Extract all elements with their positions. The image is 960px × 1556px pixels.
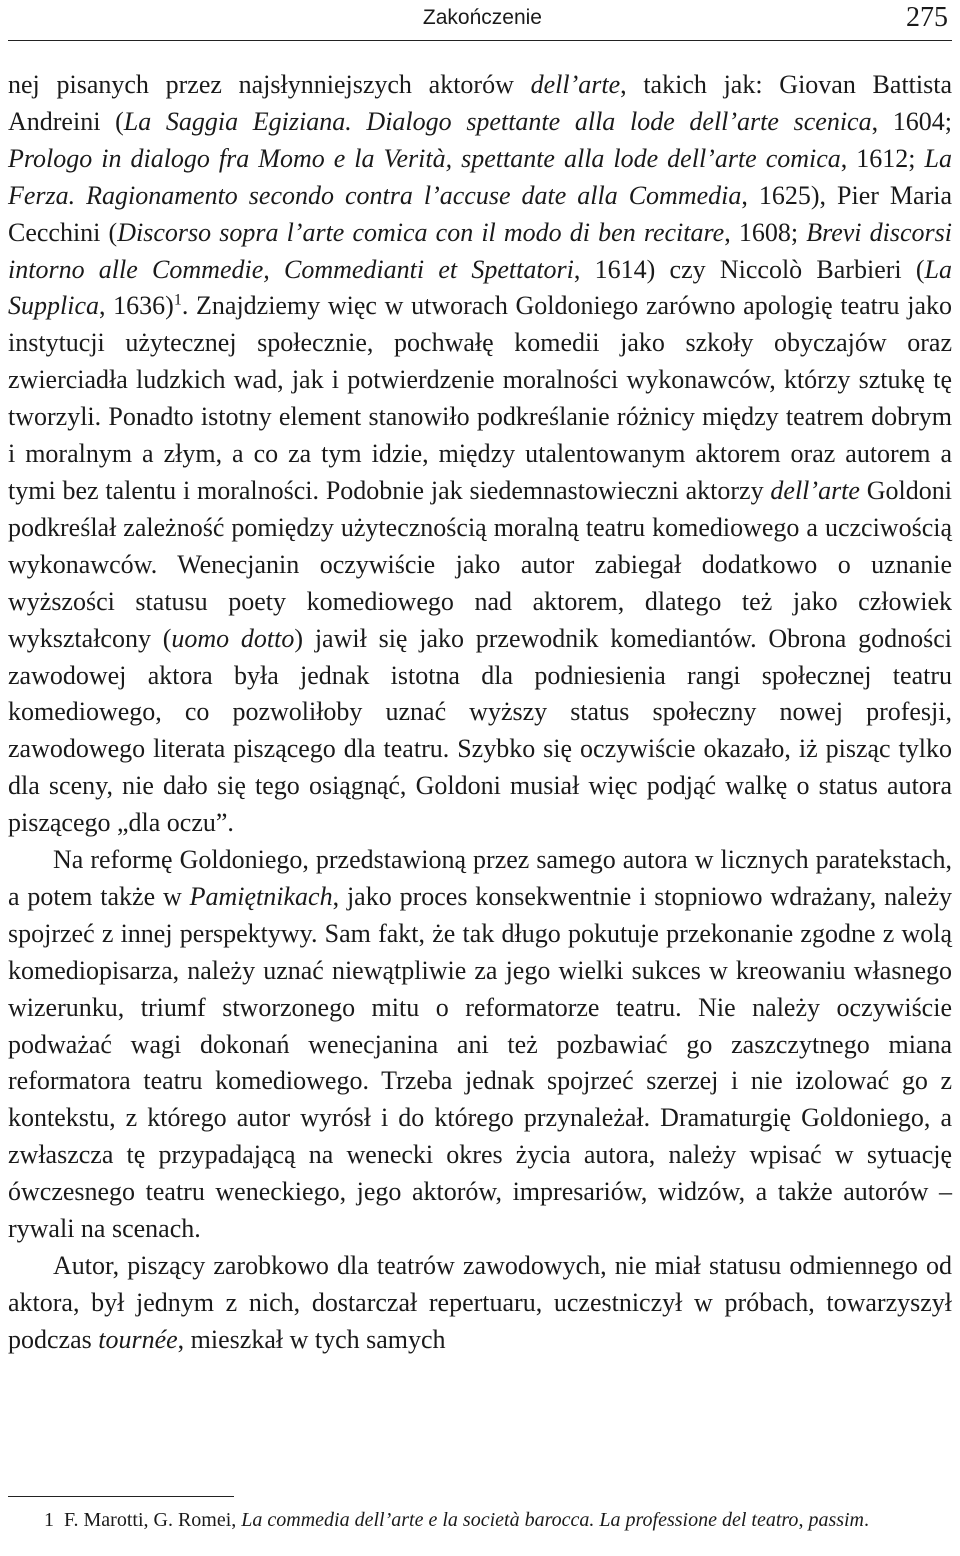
- italic-title: La commedia dell’arte e la società barocca. La professione del teatro: [241, 1509, 799, 1531]
- text-run: , 1614) czy Niccolò Barbieri (: [573, 254, 925, 284]
- italic-title: Discorso sopra l’arte comica con il modo di ben recitare: [117, 217, 725, 247]
- text-run: , jako proces konsekwentnie i stopniowo wdrażany, należy spojrzeć z innej perspektywy. Sam fakt, że tak długo pokutuje przekonanie zgodne z wolą komediopisarza, należy uznać niewątpliwie za jego wielki sukces w kreowaniu własnego wizerunku, triumf stworzonego mitu o reformatorze teatru. Nie należy oczywiście podważać wagi dokonań wenecjanina ani też pozbawiać go zaszczytnego miana reformatora teatru komediowego. Trzeba jednak spojrzeć szerzej i nie izolować go z kontekstu, z którego autor wyrósł i do którego przynależał. Dramaturgię Goldoniego, a zwłaszcza tę przypadającą na wenecki okres życia autora, należy wpisać w sytuację ówczesnego teatru weneckiego, jego aktorów, impresariów, widzów, a także autorów – rywali na scenach.: [8, 881, 953, 1244]
- italic-title: La Ferza. Ragionamento secondo contra l’accuse date alla Commedia: [8, 143, 952, 210]
- italic-title: Brevi discorsi intorno alle Commedie, Commedianti et Spettatori: [8, 217, 952, 284]
- italic-term: tournée: [98, 1324, 178, 1354]
- text-run: , 1625), Pier Maria Cecchini (: [8, 180, 952, 247]
- text-run: Goldoni podkreślał zależność pomiędzy użytecznością moralną teatru komediowego a uczciwością wykonawców. Wenecjanin oczywiście jako autor zabiegał dodatkowo o uznanie wyższości statusu poety komediowego nad aktorem, dlatego też jako człowiek wykształcony (: [8, 475, 952, 653]
- footnote: [8, 1508, 952, 1533]
- text-run: . Znajdziemy więc w utworach Goldoniego zarówno apologię teatru jako instytucji użytecznej społecznie, pochwałę komedii jako szkoły obyczajów oraz zwierciadła ludzkich wad, jak i potwierdzenie moralności wykonawców, którzy sztukę tę tworzyli. Ponadto istotny element stanowiło podkreślanie różnicy między teatrem dobrym i moralnym a złym, a co za tym idzie, między utalentowanym aktorem oraz autorem a tymi bez talentu i moralności. Podobnie jak siedemnastowieczni aktorzy: [8, 291, 952, 505]
- text-run: Na reformę Goldoniego, przedstawioną przez samego autora w licznych paratekstach, a potem także w: [8, 845, 952, 911]
- page-header: [8, 0, 952, 41]
- running-title: Zakończenie: [422, 6, 542, 29]
- text-run: F. Marotti, G. Romei,: [64, 1509, 242, 1531]
- italic-term: uomo dotto: [171, 623, 295, 653]
- text-run: , 1636): [99, 291, 174, 321]
- italic-term: passim: [808, 1509, 865, 1531]
- text-run: Autor, piszący zarobkowo dla teatrów zawodowych, nie miał statusu odmiennego od aktora, był jednym z nich, dostarczał repertuaru, uczestniczył w próbach, towarzyszył podczas: [8, 1251, 952, 1354]
- footnote-reference[interactable]: 1: [173, 291, 182, 309]
- paragraph-3: [8, 1248, 952, 1359]
- text-run: , 1608;: [724, 217, 807, 247]
- text-run: , 1604;: [871, 106, 952, 136]
- italic-term: dell’arte: [770, 475, 860, 505]
- paragraph-2: [8, 842, 952, 1248]
- italic-term: dell’arte: [530, 70, 621, 99]
- italic-title: Pamiętnikach: [189, 881, 333, 911]
- italic-title: La Supplica: [8, 254, 952, 321]
- text-run: nej pisanych przez najsłynniejszych aktorów: [8, 70, 531, 99]
- italic-title: Prologo in dialogo fra Momo e la Verità, spettante alla lode dell’arte comica: [8, 143, 841, 173]
- text-run: ,: [798, 1509, 809, 1531]
- main-text: [8, 67, 952, 1359]
- text-run: .: [864, 1509, 870, 1531]
- italic-title: La Saggia Egiziana. Dialogo spettante alla lode dell’arte scenica: [123, 106, 872, 136]
- footnote-divider: [8, 1496, 234, 1497]
- page-number: 275: [906, 2, 948, 33]
- text-run: , mieszkał w tych samych: [177, 1324, 446, 1354]
- paragraph-1: [8, 67, 952, 842]
- footnote-number: 1: [44, 1509, 54, 1531]
- text-run: ) jawił się jako przewodnik komediantów. Obrona godności zawodowej aktora była jednak istotna dla podniesienia rangi społecznej teatru komediowego, co pozwoliłoby uznać wyższy status społeczny nowej profesji, zawodowego literata piszącego dla teatru. Szybko się oczywiście okazało, iż pisząc tylko dla sceny, nie dało się tego osiągnąć, Goldoni musiał więc podjąć walkę o status autora piszącego „dla oczu”.: [8, 623, 952, 838]
- text-run: , 1612;: [840, 143, 925, 173]
- text-run: , takich jak: Giovan Battista Andreini (: [8, 70, 952, 136]
